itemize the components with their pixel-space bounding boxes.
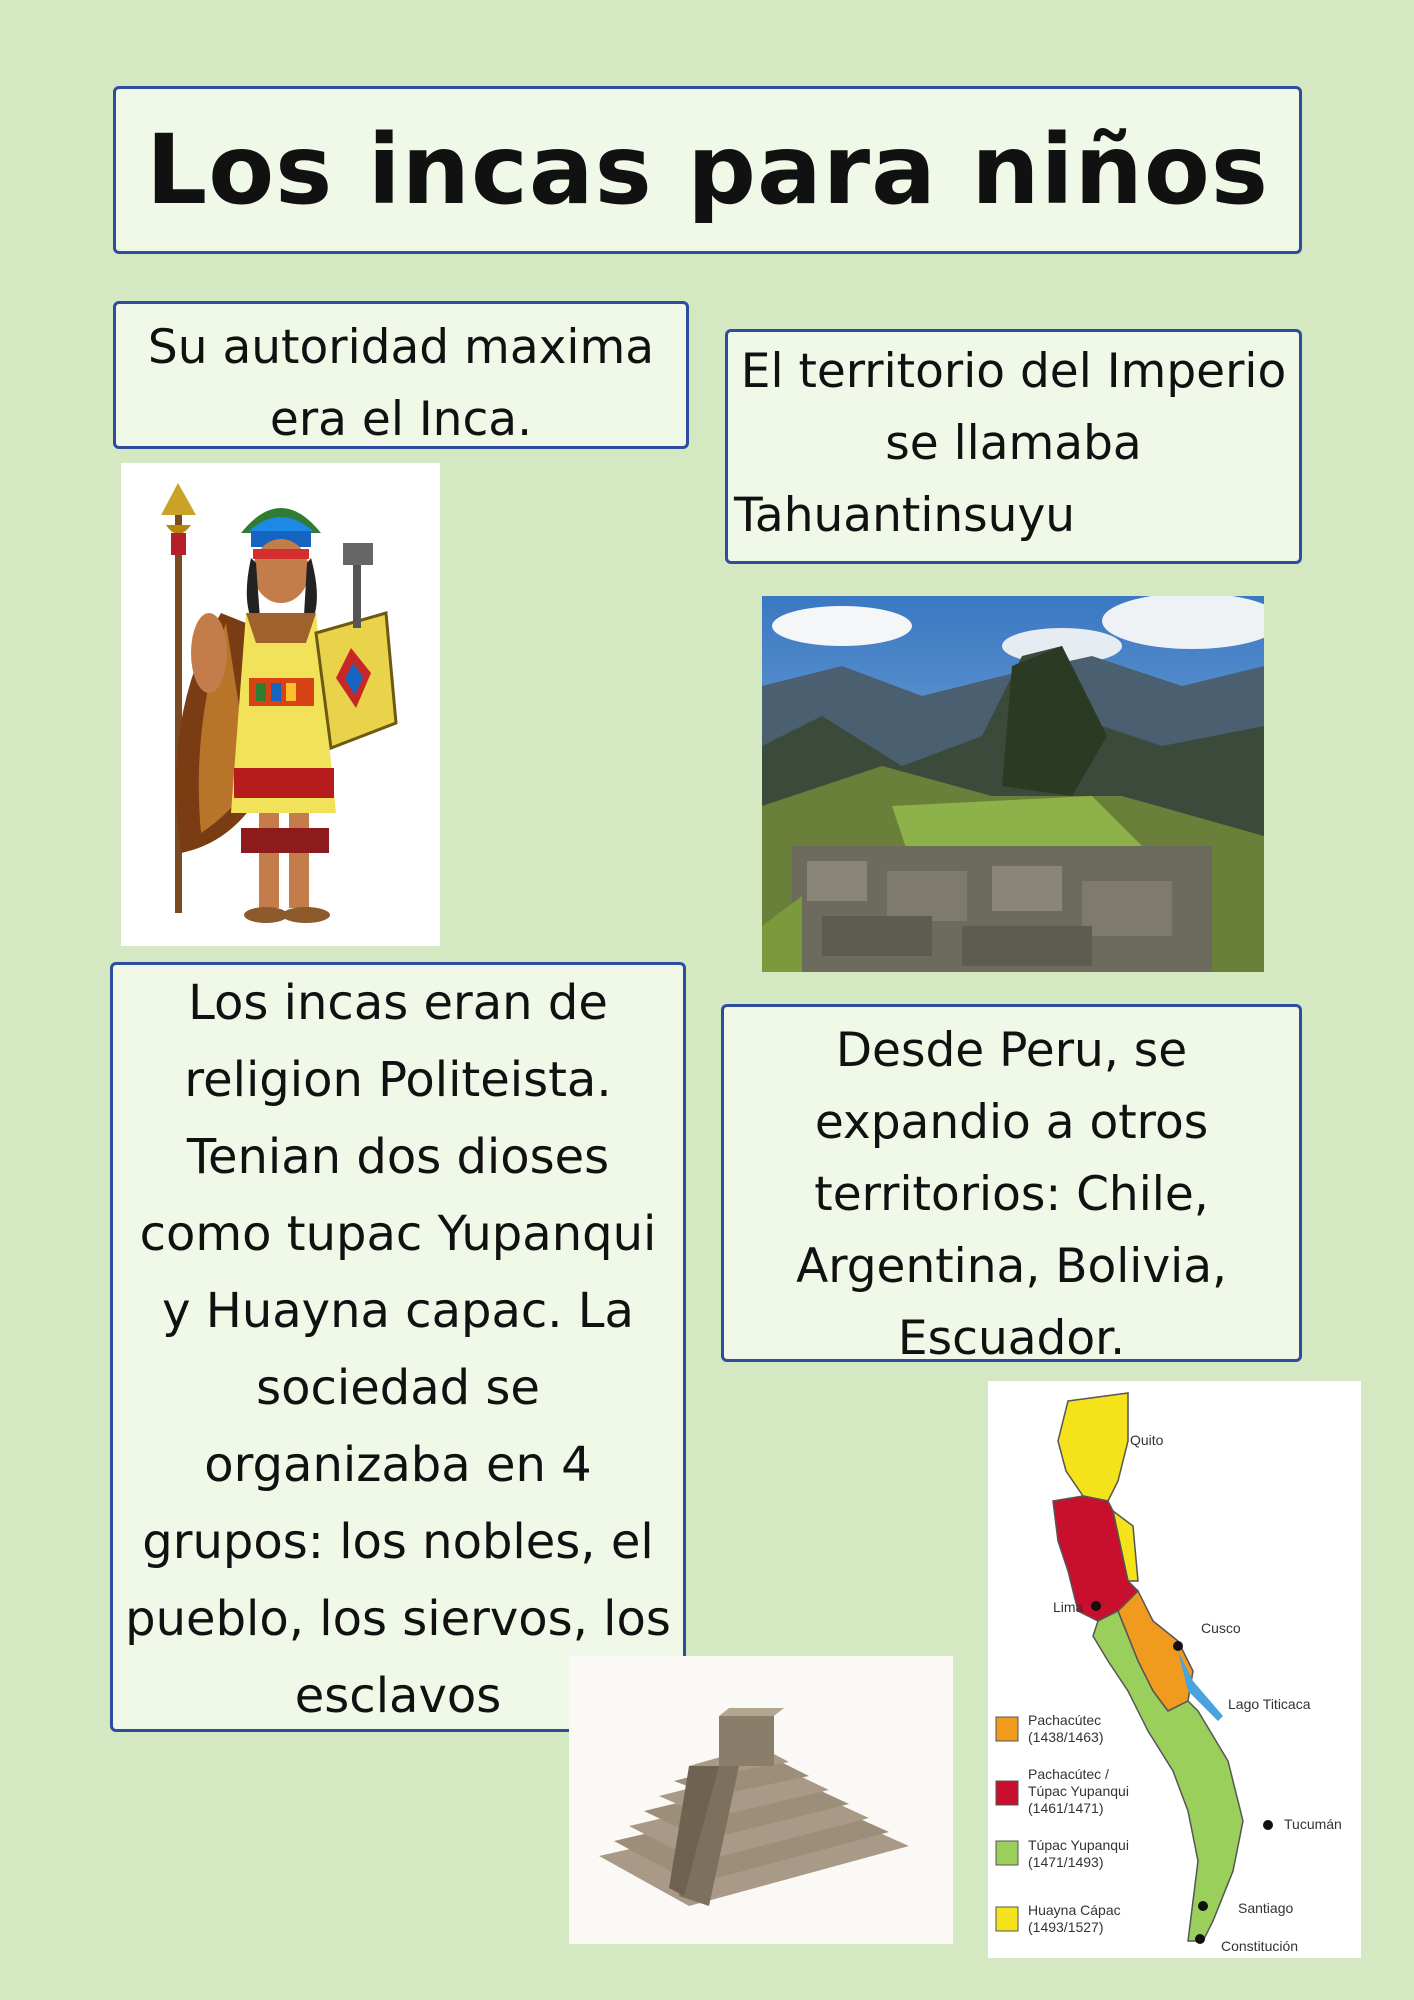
map-label-tucuman: Tucumán	[1284, 1816, 1342, 1832]
map-label-santiago: Santiago	[1238, 1900, 1294, 1916]
expansion-text: Desde Peru, se expandio a otros territorios: Chile, Argentina, Bolivia, Escuador.	[796, 1023, 1227, 1366]
autoridad-box	[113, 301, 689, 449]
map-label-constitucion: Constitución	[1221, 1938, 1299, 1954]
map-legend	[996, 1712, 1129, 1935]
legend-3-line-1: Túpac Yupanqui	[1028, 1837, 1129, 1853]
legend-2-line-1: Pachacútec /	[1028, 1766, 1109, 1782]
legend-1-line-1: Pachacútec	[1028, 1712, 1102, 1728]
expansion-box	[721, 1004, 1302, 1366]
territorio-line-3: Tahuantinsuyu	[734, 488, 1076, 543]
legend-3-line-2: (1471/1493)	[1028, 1854, 1104, 1870]
religion-box	[110, 962, 686, 1732]
map-label-quito: Quito	[1130, 1432, 1164, 1448]
legend-1-line-2: (1438/1463)	[1028, 1729, 1104, 1745]
title-box	[113, 86, 1302, 254]
map-label-cusco: Cusco	[1201, 1620, 1241, 1636]
autoridad-text: Su autoridad maxima era el Inca.	[147, 320, 655, 447]
machu-picchu-photo	[762, 596, 1264, 972]
inca-empire-map	[988, 1381, 1361, 1958]
territorio-line-2: se llamaba	[885, 416, 1142, 471]
legend-2-line-3: (1461/1471)	[1028, 1800, 1104, 1816]
legend-4-line-1: Huayna Cápac	[1028, 1902, 1121, 1918]
territorio-line-1: El territorio del Imperio	[740, 344, 1287, 399]
inca-ruler-illustration	[121, 463, 440, 946]
page-title: Los incas para niños	[146, 114, 1269, 226]
map-label-titicaca: Lago Titicaca	[1228, 1696, 1311, 1712]
legend-4-line-2: (1493/1527)	[1028, 1919, 1104, 1935]
territorio-box	[725, 329, 1302, 564]
legend-2-line-2: Túpac Yupanqui	[1028, 1783, 1129, 1799]
map-label-lima: Lima	[1053, 1599, 1084, 1615]
step-pyramid-illustration	[569, 1656, 953, 1944]
religion-text: Los incas eran de religion Politeista. Tenian dos dioses como tupac Yupanqui y Huayna capac. La sociedad se organizaba en 4 grupos: los nobles, el pueblo, los siervos, los esclavos	[125, 975, 671, 1724]
